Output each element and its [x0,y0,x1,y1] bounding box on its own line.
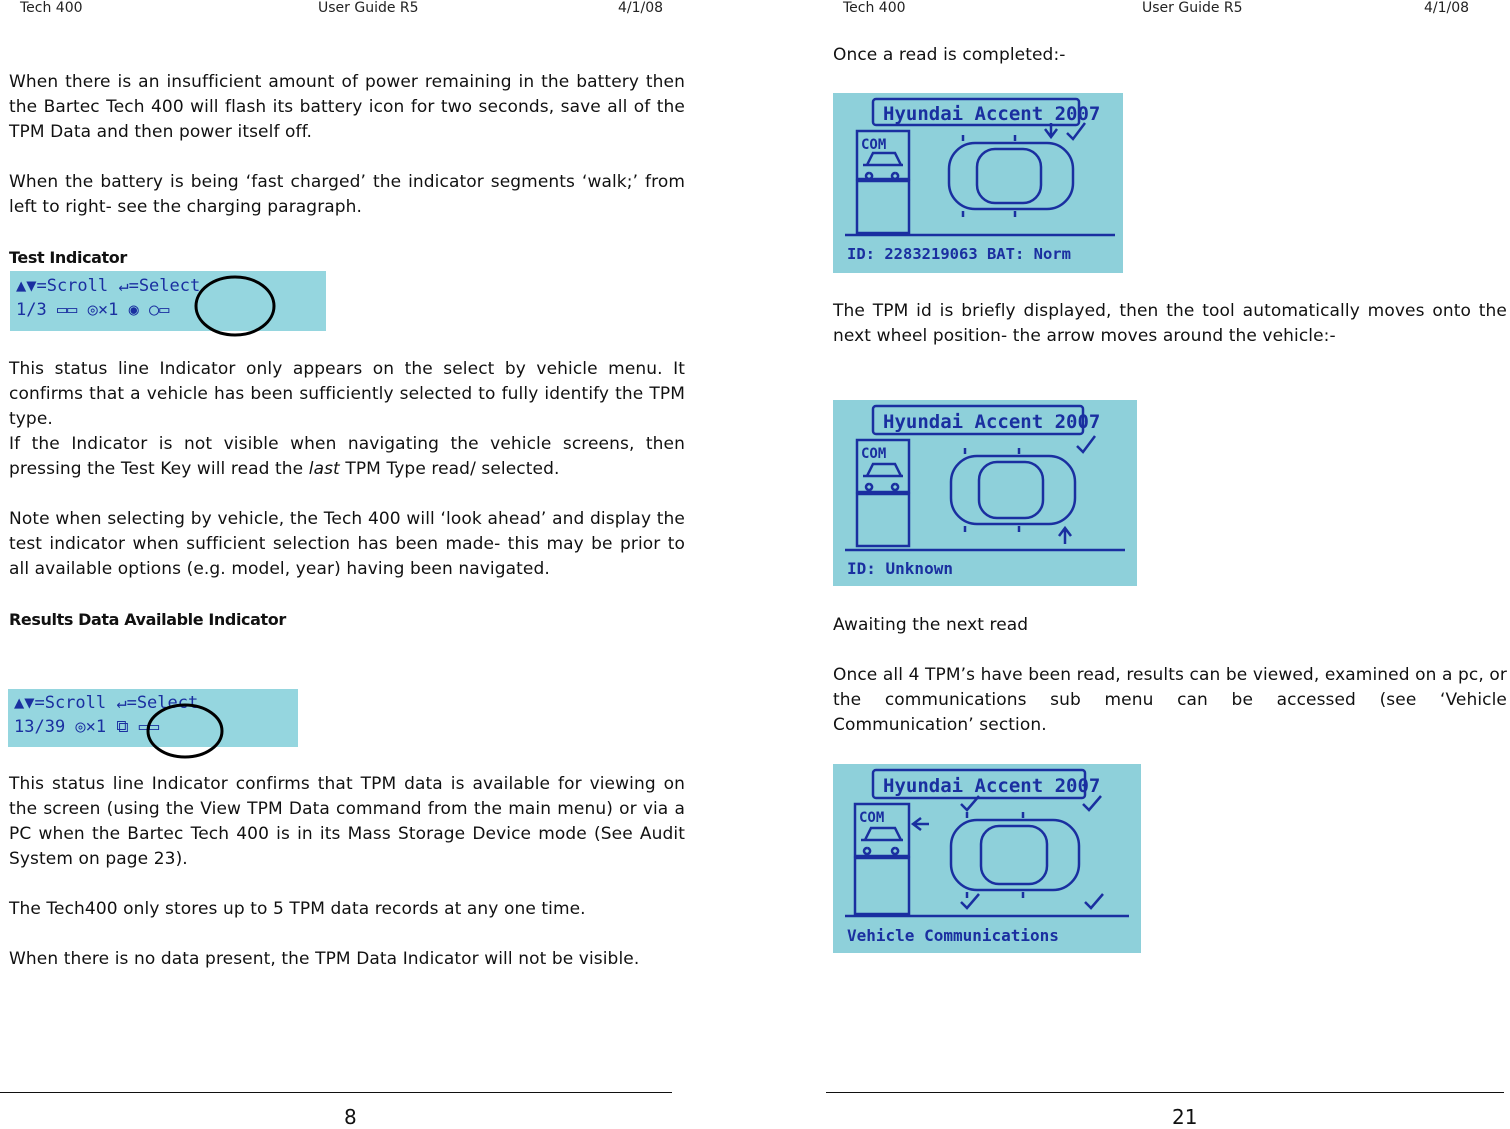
lcd-screen-id-displayed [833,93,1123,273]
right-text-3 [833,613,1507,738]
lcd-line-1: ▲▼=Scroll ↵=Select [16,276,201,296]
page-header [820,0,1510,20]
paragraph: When the battery is being ‘fast charged’ the indicator segments ‘walk;’ from left to right- see the charging paragraph. [9,172,685,217]
paragraph: The TPM id is briefly displayed, then the tool automatically moves onto the next wheel position- the arrow moves around the vehicle:- [833,301,1507,346]
screen-drawing [833,400,1137,586]
status-line: ID: Unknown [847,559,953,578]
paragraph: When there is no data present, the TPM Data Indicator will not be visible. [9,949,640,969]
paragraph: This status line Indicator only appears on the select by vehicle menu. It confirms that a vehicle has been sufficiently selected to fully identify the TPM type. [9,359,685,429]
status-line: Vehicle Communications [847,926,1059,945]
screen-title: Hyundai Accent 2007 [883,775,1101,797]
right-page [820,0,1510,1127]
paragraph-part: If the Indicator is not visible when navigating the vehicle screens, then pressing the Test Key will read the [9,434,685,479]
screen-drawing [833,764,1141,953]
highlight-circle-icon [144,701,226,761]
lcd-line-2: 13/39 ◎×1 ⧉ ▭▭ [14,717,160,737]
paragraph: Note when selecting by vehicle, the Tech 400 will ‘look ahead’ and display the test indicator when sufficient selection has been made- this may be prior to all available options (e.g. model, year) having been navigated. [9,509,685,579]
left-text-top [9,70,685,270]
lcd-screen-unknown [833,400,1137,586]
footer-rule [0,1092,672,1093]
lcd-screen-vehicle-communications [833,764,1141,953]
right-text-2 [833,299,1507,349]
paragraph: The Tech400 only stores up to 5 TPM data records at any one time. [9,899,586,919]
right-text-1 [833,43,1507,68]
emphasis: last [308,459,340,479]
section-heading: Test Indicator [9,248,127,267]
com-label: COM [861,137,887,153]
com-label: COM [861,446,887,462]
lcd-line-1: ▲▼=Scroll ↵=Select [14,693,199,713]
page-number: 21 [1172,1105,1198,1129]
header-center: User Guide R5 [1142,0,1243,16]
screen-drawing [833,93,1123,273]
status-line: ID: 2283219063 BAT: Norm [847,245,1071,263]
highlight-circle-icon [192,274,278,338]
section-heading: Results Data Available Indicator [9,610,286,629]
paragraph: This status line Indicator confirms that TPM data is available for viewing on the screen (using the View TPM Data command from the main menu) or via a PC when the Bartec Tech 400 is in its Mass Storage Device mode (See Audit System on page 23). [9,774,685,869]
left-text-middle [9,357,685,632]
paragraph: Once a read is completed:- [833,45,1066,65]
screen-title: Hyundai Accent 2007 [883,411,1101,433]
com-label: COM [859,810,885,826]
page-header [0,0,700,20]
paragraph: Once all 4 TPM’s have been read, results can be viewed, examined on a pc, or the communications sub menu can be accessed (see ‘Vehicle Communication’ section. [833,665,1507,735]
left-page [0,0,700,1127]
footer-rule [826,1092,1504,1093]
header-left: Tech 400 [20,0,83,16]
screen-title: Hyundai Accent 2007 [883,103,1101,125]
paragraph: When there is an insufficient amount of power remaining in the battery then the Bartec Tech 400 will flash its battery icon for two seconds, save all of the TPM Data and then power itself off. [9,72,685,142]
paragraph [9,432,685,482]
test-indicator-lcd [10,271,326,331]
header-center: User Guide R5 [318,0,419,16]
header-right: 4/1/08 [1424,0,1470,16]
header-left: Tech 400 [843,0,906,16]
lcd-line-2: 1/3 ▭▭ ◎×1 ◉ ○▭ [16,300,170,320]
paragraph: Awaiting the next read [833,615,1029,635]
header-right: 4/1/08 [618,0,664,16]
left-text-bottom [9,772,685,972]
page-number: 8 [344,1105,357,1129]
paragraph-part: TPM Type read/ selected. [339,459,560,479]
